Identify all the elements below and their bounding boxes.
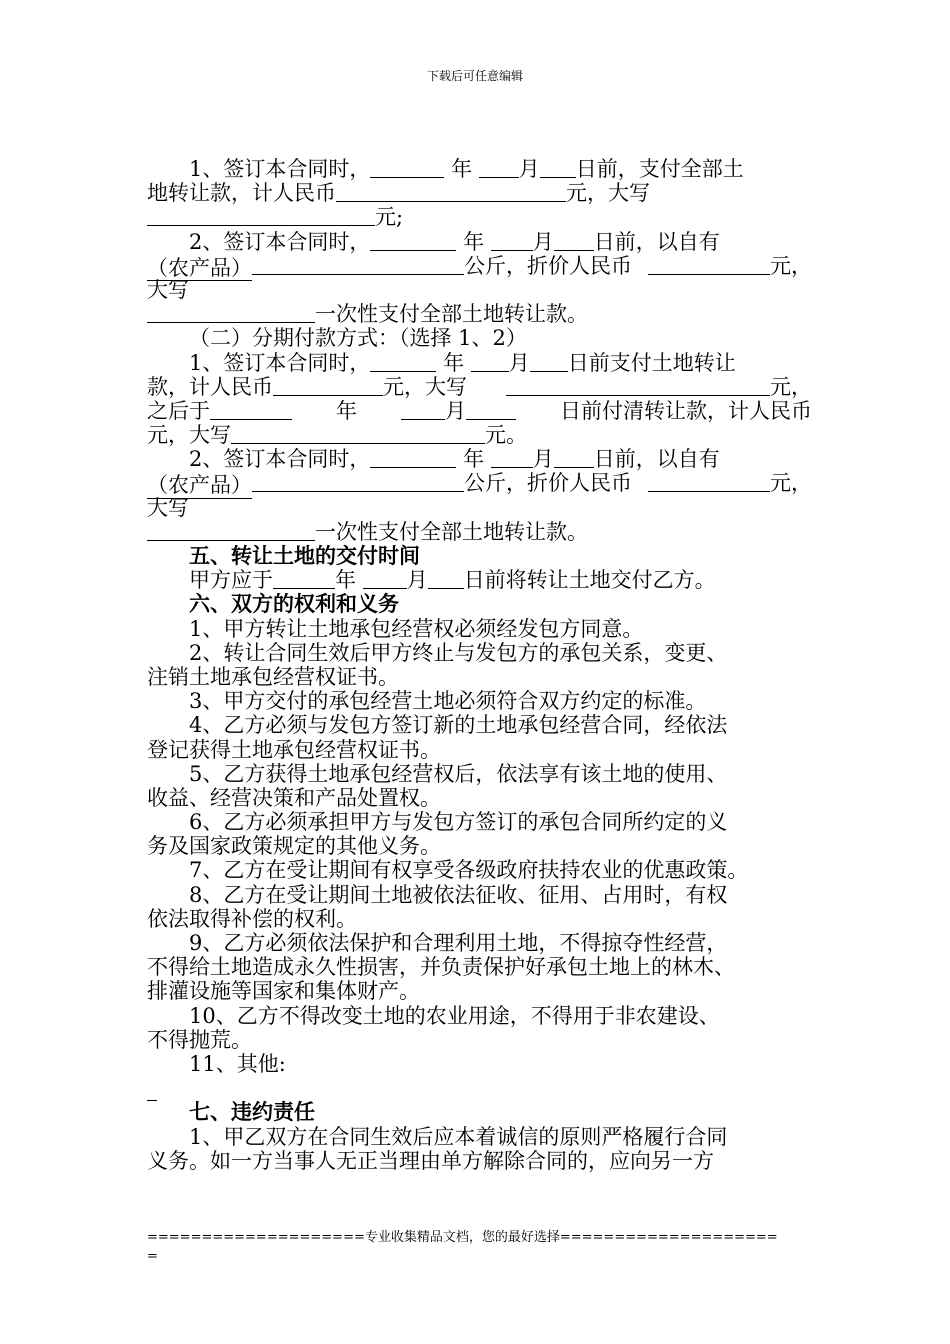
clause-text: 元。 (485, 423, 527, 448)
blank-other[interactable] (147, 1082, 157, 1101)
blank-year[interactable] (273, 570, 335, 589)
blank-amount-words[interactable] (231, 425, 485, 444)
clause-text: 1、签订本合同时， (189, 157, 371, 181)
clause-text: 1、签订本合同时， (189, 350, 371, 375)
blank-day[interactable] (554, 232, 594, 251)
blank-year[interactable] (370, 232, 456, 251)
blank-day[interactable] (554, 449, 594, 468)
text-line (147, 254, 812, 278)
section-subheading: （二）分期付款方式：（选择 1、2） (189, 326, 527, 351)
text-line (147, 205, 812, 229)
clause-text: 月 (508, 350, 530, 375)
section-heading: 六、双方的权利和义务 (189, 591, 399, 617)
text-line: 10、乙方不得改变土地的农业用途，不得用于非农建设、 (189, 1003, 720, 1028)
blank-amount-words[interactable] (147, 207, 375, 226)
blank-amount[interactable] (336, 183, 566, 202)
clause-text: 元，大写 (147, 423, 231, 448)
text-line (147, 568, 812, 592)
clause-text: 大写 (147, 277, 189, 302)
text-line (147, 423, 812, 447)
text-line (147, 326, 812, 350)
clause-text: 公斤，折价人民币 (464, 471, 632, 496)
text-line (147, 1076, 812, 1100)
text-line: 9、乙方必须依法保护和合理利用土地，不得掠夺性经营， (189, 931, 728, 955)
blank-year[interactable] (370, 353, 436, 372)
clause-text: 地转让款，计人民币 (147, 181, 336, 206)
clause-text: 日前支付土地转让 (567, 350, 736, 375)
text-line: 3、甲方交付的承包经营土地必须符合双方约定的标准。 (189, 689, 707, 714)
text-line: 排灌设施等国家和集体财产。 (147, 979, 420, 1004)
text-line: 2、转让合同生效后甲方终止与发包方的承包关系，变更、 (189, 640, 728, 665)
clause-text: 年 (451, 157, 473, 181)
text-line: 5、乙方获得土地承包经营权后，依法享有该土地的使用、 (189, 761, 728, 786)
clause-text: 2、签订本合同时， (189, 229, 371, 254)
clause-text: 款，计人民币 (147, 374, 273, 399)
text-line: 6、乙方必须承担甲方与发包方签订的承包合同所约定的义 (189, 810, 728, 835)
text-line: 依法取得补偿的权利。 (147, 906, 357, 931)
text-line: 7、乙方在受让期间有权享受各级政府扶持农业的优惠政策。 (189, 858, 749, 883)
clause-text: 年 (463, 447, 485, 472)
text-line (147, 375, 812, 399)
clause-text: 2、签订本合同时， (189, 447, 371, 472)
clause-text: 元，大写 (566, 181, 650, 206)
page-header: 下载后可任意编辑 (426, 69, 523, 83)
clause-text: 元， (770, 253, 812, 278)
clause-text: 一次性支付全部土地转让款。 (315, 519, 588, 544)
blank-amount[interactable] (273, 377, 383, 396)
clause-text: 元， (770, 374, 812, 399)
text-line: 8、乙方在受让期间土地被依法征收、征用、占用时，有权 (189, 882, 728, 907)
clause-text: 甲方应于 (189, 568, 273, 593)
blank-day[interactable] (530, 353, 568, 372)
blank-day[interactable] (540, 159, 576, 178)
blank-month[interactable] (471, 353, 509, 372)
text-line (147, 496, 812, 520)
text-line (147, 351, 812, 375)
blank-month[interactable] (363, 570, 407, 589)
blank-year[interactable] (370, 159, 444, 178)
clause-text: 年 (335, 568, 356, 593)
clause-text: 月 (445, 398, 466, 423)
clause-text: 日前付清转让款，计人民币 (560, 398, 812, 423)
text-line: 收益、经营决策和产品处置权。 (147, 785, 441, 810)
blank-year[interactable] (370, 449, 456, 468)
text-line (147, 447, 812, 471)
clause-text: 公斤，折价人民币 (464, 253, 632, 278)
clause-text: 元，大写 (383, 374, 467, 399)
blank-amount-words[interactable] (147, 304, 315, 323)
clause-text: 日前，以自有 (593, 229, 720, 254)
blank-produce[interactable]: （农产品） (147, 255, 252, 280)
clause-text: 年 (443, 350, 465, 375)
clause-text: 元， (770, 471, 812, 496)
text-line (147, 181, 812, 205)
blank-quantity[interactable] (252, 256, 464, 275)
text-line: 登记获得土地承包经营权证书。 (147, 737, 441, 762)
blank-month[interactable] (479, 159, 519, 178)
blank-month[interactable] (491, 232, 533, 251)
section-heading: 五、转让土地的交付时间 (189, 543, 420, 568)
text-line (147, 471, 812, 498)
clause-text: 年 (336, 398, 357, 423)
text-line (147, 157, 812, 181)
clause-text: 一次性支付全部土地转让款。 (315, 302, 588, 327)
blank-amount[interactable] (648, 256, 770, 275)
clause-text: 月 (532, 229, 554, 254)
text-line: 不得给土地造成永久性损害，并负责保护好承包土地上的林木、 (147, 955, 735, 980)
clause-text: 日前将转让土地交付乙方。 (463, 568, 716, 593)
text-line: 4、乙方必须与发包方签订新的土地承包经营合同，经依法 (189, 713, 728, 738)
document-body (147, 157, 812, 1173)
text-line (147, 230, 812, 254)
text-line: 务及国家政策规定的其他义务。 (147, 834, 441, 859)
blank-amount[interactable] (648, 473, 770, 492)
clause-text: 月 (406, 568, 428, 593)
page-footer (147, 1228, 812, 1266)
footer-line: ====================专业收集精品文档，您的最好选择==================== (147, 1230, 778, 1245)
clause-text: 年 (463, 229, 485, 254)
clause-text: 月 (532, 447, 554, 472)
blank-day[interactable] (428, 570, 464, 589)
text-line (147, 278, 812, 302)
clause-text: 月 (518, 157, 540, 181)
blank-year[interactable] (210, 401, 292, 420)
text-line: 11、其他: (189, 1051, 286, 1076)
blank-produce[interactable]: （农产品） (147, 473, 252, 498)
clause-text: 元; (375, 205, 404, 230)
blank-amount-words[interactable] (147, 522, 315, 541)
text-line: 不得抛荒。 (147, 1027, 252, 1052)
clause-text: 大写 (147, 495, 189, 520)
blank-month[interactable] (491, 449, 533, 468)
section-heading: 七、违约责任 (189, 1099, 315, 1125)
text-line: 1、甲方转让土地承包经营权必须经发包方同意。 (189, 616, 644, 641)
clause-text: 之后于 (147, 398, 210, 423)
text-line (147, 302, 812, 326)
text-line (147, 399, 812, 423)
text-line: 义务。如一方当事人无正当理由单方解除合同的，应向另一方 (147, 1148, 714, 1173)
text-line (147, 520, 812, 544)
blank-month[interactable] (401, 401, 445, 420)
blank-amount-words[interactable] (506, 377, 770, 396)
blank-day[interactable] (466, 401, 516, 420)
blank-quantity[interactable] (252, 473, 464, 492)
clause-text: 日前，以自有 (593, 447, 720, 472)
text-line: 1、甲乙双方在合同生效后应本着诚信的原则严格履行合同 (189, 1124, 728, 1149)
footer-line: = (147, 1249, 158, 1264)
clause-text: 日前，支付全部土 (575, 157, 744, 181)
text-line: 注销土地承包经营权证书。 (147, 664, 399, 689)
